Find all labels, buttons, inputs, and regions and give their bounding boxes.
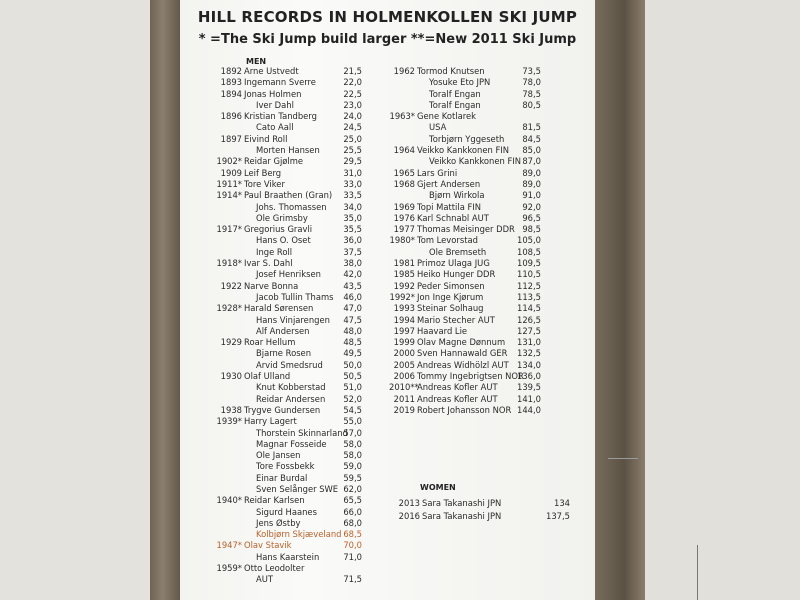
- record-row: [389, 292, 569, 303]
- record-name: Tormod Knutsen: [417, 66, 485, 76]
- record-name: Ole Jansen: [256, 450, 301, 461]
- record-name: AUT: [256, 574, 273, 585]
- record-name: Einar Burdal: [256, 472, 308, 483]
- record-distance: 29,5: [343, 156, 362, 167]
- record-distance: 84,5: [522, 133, 541, 144]
- record-name: Sven Hannawald GER: [417, 348, 508, 359]
- record-row: [216, 371, 396, 382]
- record-row: [216, 100, 396, 111]
- record-name: Gjert Andersen: [417, 178, 481, 189]
- record-name: Jens Østby: [256, 517, 301, 528]
- record-distance: 85,0: [522, 145, 541, 156]
- record-distance: 21,5: [343, 66, 362, 76]
- record-name: Ole Bremseth: [429, 246, 487, 257]
- record-distance: 137,5: [546, 511, 570, 521]
- record-distance: 33,0: [343, 178, 362, 189]
- record-name: Thorstein Skinnarland: [256, 427, 348, 438]
- record-year: 1929: [220, 337, 242, 348]
- men-list-right: [389, 66, 569, 416]
- record-name: Primoz Ulaga JUG: [417, 258, 490, 269]
- record-row: [216, 303, 396, 314]
- record-year: 1911*: [216, 178, 242, 189]
- record-year: 1918*: [216, 258, 242, 269]
- record-distance: 58,0: [343, 450, 362, 461]
- record-distance: 34,0: [343, 201, 362, 212]
- record-name: Harry Lagert: [244, 416, 297, 427]
- record-row: [389, 281, 569, 292]
- record-year: 2010**: [389, 382, 419, 393]
- record-year: 1997: [393, 325, 415, 336]
- record-year: 1914*: [216, 190, 242, 201]
- record-year: 2006: [393, 371, 415, 382]
- record-distance: 134: [554, 498, 570, 508]
- record-row: [389, 89, 569, 100]
- record-year: 1897: [220, 133, 242, 144]
- record-row: [216, 461, 396, 472]
- record-name: Steinar Solhaug: [417, 303, 484, 314]
- record-row: [216, 518, 396, 529]
- record-year: 1922: [220, 280, 242, 291]
- record-name: Magnar Fosseide: [256, 438, 327, 449]
- record-row: [389, 247, 569, 258]
- sign-subtitle: * =The Ski Jump build larger **=New 2011 Ski Jump: [198, 32, 577, 47]
- record-distance: 43,5: [343, 280, 362, 291]
- record-name: Olav Stavik: [244, 540, 292, 551]
- record-row: [216, 563, 396, 574]
- record-year: 1947*: [216, 540, 242, 551]
- record-row: [216, 122, 396, 133]
- record-row: [216, 190, 396, 201]
- record-distance: 89,0: [522, 178, 541, 189]
- record-row: [216, 315, 396, 326]
- record-distance: 65,5: [343, 495, 362, 506]
- record-name: Ivar S. Dahl: [244, 258, 293, 269]
- record-distance: 132,5: [517, 348, 541, 359]
- record-year: 1917*: [216, 224, 242, 235]
- sign-crack: [697, 545, 698, 600]
- record-name: Ingemann Sverre: [244, 77, 316, 88]
- record-name: Trygve Gundersen: [244, 404, 321, 415]
- record-row: [389, 258, 569, 269]
- record-row: [216, 258, 396, 269]
- record-name: Toralf Engan: [429, 99, 481, 110]
- record-year: 1992*: [389, 291, 415, 302]
- record-name: Olaf Ulland: [244, 371, 291, 382]
- record-row: [216, 235, 396, 246]
- record-name: Gregorius Gravli: [244, 224, 313, 235]
- record-year: 1965: [393, 167, 415, 178]
- stone-pillar-left: [150, 0, 182, 600]
- record-distance: 81,5: [522, 122, 541, 133]
- record-distance: 73,5: [522, 66, 541, 76]
- record-year: 1909: [220, 167, 242, 178]
- record-distance: 78,5: [522, 88, 541, 99]
- record-name: Sara Takanashi JPN: [422, 498, 502, 508]
- record-distance: 57,0: [343, 427, 362, 438]
- record-name: Narve Bonna: [244, 280, 299, 291]
- record-row: [216, 224, 396, 235]
- record-distance: 114,5: [517, 303, 541, 314]
- record-year: 2000: [393, 348, 415, 359]
- record-name: Inge Roll: [256, 246, 293, 257]
- record-distance: 71,0: [343, 551, 362, 562]
- record-distance: 136,0: [517, 371, 541, 382]
- record-row: [216, 77, 396, 88]
- record-name: USA: [429, 122, 447, 133]
- record-row: [389, 224, 569, 235]
- record-distance: 24,5: [343, 122, 362, 133]
- record-row: [389, 326, 569, 337]
- record-name: Josef Henriksen: [256, 269, 321, 280]
- men-heading: MEN: [246, 57, 267, 66]
- record-distance: 134,0: [517, 359, 541, 370]
- record-name: Gene Kotlarek: [417, 111, 476, 122]
- record-distance: 66,0: [343, 506, 362, 517]
- record-row: [216, 495, 396, 506]
- record-year: 1968: [393, 178, 415, 189]
- women-list: [394, 497, 584, 523]
- record-row: [216, 66, 396, 77]
- record-year: 1928*: [216, 303, 242, 314]
- record-row: [216, 326, 396, 337]
- record-row: [216, 292, 396, 303]
- record-row: [389, 348, 569, 359]
- record-row: [389, 213, 569, 224]
- record-distance: 127,5: [517, 325, 541, 336]
- stone-pillar-right: [593, 0, 645, 600]
- record-name: Yosuke Eto JPN: [429, 77, 491, 88]
- record-row: [389, 235, 569, 246]
- record-name: Andreas Kofler AUT: [417, 393, 498, 404]
- record-distance: 126,5: [517, 314, 541, 325]
- record-name: Veikko Kankkonen FIN: [429, 156, 522, 167]
- record-name: Tommy Ingebrigtsen NOR: [417, 371, 524, 382]
- record-row: [389, 405, 569, 416]
- record-name: Andreas Kofler AUT: [417, 382, 498, 393]
- record-year: 1893: [220, 77, 242, 88]
- record-name: Hans Kaarstein: [256, 551, 320, 562]
- record-year: 1964: [393, 145, 415, 156]
- record-year: 2016: [398, 511, 420, 521]
- record-name: Sven Selånger SWE: [256, 483, 339, 494]
- record-name: Toralf Engan: [429, 88, 481, 99]
- record-distance: 52,0: [343, 393, 362, 404]
- record-distance: 87,0: [522, 156, 541, 167]
- record-distance: 36,0: [343, 235, 362, 246]
- record-name: Mario Stecher AUT: [417, 314, 495, 325]
- record-row: [216, 428, 396, 439]
- record-name: Iver Dahl: [256, 99, 294, 110]
- record-row: [389, 122, 569, 133]
- record-year: 1993: [393, 303, 415, 314]
- record-year: 2011: [393, 393, 415, 404]
- record-name: Reidar Karlsen: [244, 495, 305, 506]
- record-distance: 92,0: [522, 201, 541, 212]
- record-name: Harald Sørensen: [244, 303, 314, 314]
- record-distance: 50,5: [343, 371, 362, 382]
- record-name: Hans O. Oset: [256, 235, 311, 246]
- record-name: Jonas Holmen: [244, 88, 302, 99]
- record-distance: 59,5: [343, 472, 362, 483]
- record-name: Kristian Tandberg: [244, 111, 317, 122]
- record-row: [216, 269, 396, 280]
- record-distance: 139,5: [517, 382, 541, 393]
- record-name: Olav Magne Dønnum: [417, 337, 506, 348]
- record-row: [389, 100, 569, 111]
- record-distance: 25,0: [343, 133, 362, 144]
- record-year: 2019: [393, 404, 415, 415]
- record-row: [216, 168, 396, 179]
- record-name: Arvid Smedsrud: [256, 359, 323, 370]
- record-row: [216, 507, 396, 518]
- record-name: Lars Grini: [417, 167, 458, 178]
- record-row: [389, 371, 569, 382]
- men-list-left: [216, 66, 396, 586]
- record-distance: 48,0: [343, 325, 362, 336]
- record-row: [216, 473, 396, 484]
- record-distance: 71,5: [343, 574, 362, 585]
- record-distance: 24,0: [343, 111, 362, 122]
- record-distance: 37,5: [343, 246, 362, 257]
- record-distance: 98,5: [522, 224, 541, 235]
- record-row: [216, 484, 396, 495]
- record-row: [216, 574, 396, 585]
- record-name: Bjarne Rosen: [256, 348, 312, 359]
- record-distance: 89,0: [522, 167, 541, 178]
- record-distance: 80,5: [522, 99, 541, 110]
- record-distance: 144,0: [517, 404, 541, 415]
- record-name: Tore Viker: [244, 178, 285, 189]
- record-row: [389, 269, 569, 280]
- record-name: Cato Aall: [256, 122, 294, 133]
- record-name: Knut Kobberstad: [256, 382, 326, 393]
- record-year: 1999: [393, 337, 415, 348]
- record-name: Thomas Meisinger DDR: [417, 224, 515, 235]
- record-row: [389, 202, 569, 213]
- record-row: [216, 439, 396, 450]
- record-row: [394, 510, 584, 523]
- record-distance: 47,0: [343, 303, 362, 314]
- record-year: 1938: [220, 404, 242, 415]
- record-row: [216, 156, 396, 167]
- record-name: Reidar Gjølme: [244, 156, 304, 167]
- record-row: [389, 337, 569, 348]
- record-year: 1963*: [389, 111, 415, 122]
- record-year: 1902*: [216, 156, 242, 167]
- record-row: [216, 529, 396, 540]
- record-distance: 62,0: [343, 483, 362, 494]
- record-row: [216, 450, 396, 461]
- record-distance: 113,5: [517, 291, 541, 302]
- record-year: 1962: [393, 66, 415, 76]
- record-name: Kolbjørn Skjæveland: [256, 529, 342, 540]
- record-year: 1940*: [216, 495, 242, 506]
- record-distance: 23,0: [343, 99, 362, 110]
- record-row: [216, 213, 396, 224]
- record-year: 1939*: [216, 416, 242, 427]
- record-year: 1985: [393, 269, 415, 280]
- record-name: Jon Inge Kjørum: [417, 291, 484, 302]
- background-right: [645, 0, 800, 600]
- record-row: [216, 202, 396, 213]
- record-year: 1930: [220, 371, 242, 382]
- record-row: [389, 156, 569, 167]
- record-row: [389, 315, 569, 326]
- record-row: [389, 111, 569, 122]
- record-distance: 38,0: [343, 258, 362, 269]
- record-distance: 70,0: [343, 540, 362, 551]
- record-distance: 48,5: [343, 337, 362, 348]
- record-distance: 110,5: [517, 269, 541, 280]
- record-name: Reidar Andersen: [256, 393, 326, 404]
- record-distance: 31,0: [343, 167, 362, 178]
- record-year: 1896: [220, 111, 242, 122]
- record-name: Bjørn Wirkola: [429, 190, 485, 201]
- record-distance: 91,0: [522, 190, 541, 201]
- record-distance: 59,0: [343, 461, 362, 472]
- record-year: 1892: [220, 66, 242, 76]
- record-name: Roar Hellum: [244, 337, 296, 348]
- record-name: Andreas Widhölzl AUT: [417, 359, 509, 370]
- record-distance: 58,0: [343, 438, 362, 449]
- record-distance: 109,5: [517, 258, 541, 269]
- record-year: 1894: [220, 88, 242, 99]
- record-year: 1959*: [216, 563, 242, 574]
- record-name: Tom Levorstad: [417, 235, 478, 246]
- record-distance: 22,5: [343, 88, 362, 99]
- record-row: [216, 416, 396, 427]
- background-left: [0, 0, 150, 600]
- record-name: Haavard Lie: [417, 325, 468, 336]
- record-row: [389, 360, 569, 371]
- record-row: [216, 382, 396, 393]
- record-row: [216, 337, 396, 348]
- record-row: [216, 348, 396, 359]
- record-row: [216, 394, 396, 405]
- record-distance: 78,0: [522, 77, 541, 88]
- record-row: [389, 168, 569, 179]
- record-distance: 112,5: [517, 280, 541, 291]
- record-name: Eivind Roll: [244, 133, 288, 144]
- record-name: Sara Takanashi JPN: [422, 511, 502, 521]
- record-row: [216, 540, 396, 551]
- record-row: [216, 247, 396, 258]
- record-row: [389, 303, 569, 314]
- record-distance: 42,0: [343, 269, 362, 280]
- record-name: Otto Leodolter: [244, 563, 305, 574]
- record-name: Tore Fossbekk: [256, 461, 315, 472]
- record-distance: 25,5: [343, 145, 362, 156]
- record-name: Hans Vinjarengen: [256, 314, 330, 325]
- divider: [608, 458, 638, 459]
- record-name: Heiko Hunger DDR: [417, 269, 496, 280]
- record-name: Ole Grimsby: [256, 212, 308, 223]
- record-year: 1992: [393, 280, 415, 291]
- record-name: Topi Mattila FIN: [417, 201, 482, 212]
- record-distance: 108,5: [517, 246, 541, 257]
- record-name: Alf Andersen: [256, 325, 310, 336]
- record-distance: 47,5: [343, 314, 362, 325]
- record-distance: 50,0: [343, 359, 362, 370]
- record-name: Jacob Tullin Thams: [256, 291, 334, 302]
- record-year: 1994: [393, 314, 415, 325]
- record-row: [216, 179, 396, 190]
- record-name: Veikko Kankkonen FIN: [417, 145, 510, 156]
- record-distance: 105,0: [517, 235, 541, 246]
- women-heading: WOMEN: [420, 483, 456, 492]
- record-distance: 49,5: [343, 348, 362, 359]
- record-year: 1969: [393, 201, 415, 212]
- record-distance: 96,5: [522, 212, 541, 223]
- record-row: [389, 190, 569, 201]
- record-row: [216, 360, 396, 371]
- record-row: [216, 145, 396, 156]
- record-year: 1981: [393, 258, 415, 269]
- record-year: 1977: [393, 224, 415, 235]
- record-row: [389, 134, 569, 145]
- record-distance: 141,0: [517, 393, 541, 404]
- record-row: [389, 66, 569, 77]
- record-year: 2013: [398, 498, 420, 508]
- record-row: [389, 77, 569, 88]
- record-row: [394, 497, 584, 510]
- record-name: Karl Schnabl AUT: [417, 212, 489, 223]
- record-distance: 33,5: [343, 190, 362, 201]
- record-row: [389, 179, 569, 190]
- record-distance: 51,0: [343, 382, 362, 393]
- record-distance: 68,0: [343, 517, 362, 528]
- record-row: [389, 382, 569, 393]
- record-row: [216, 111, 396, 122]
- record-row: [216, 281, 396, 292]
- record-name: Leif Berg: [244, 167, 282, 178]
- record-distance: 22,0: [343, 77, 362, 88]
- record-name: Sigurd Haanes: [256, 506, 317, 517]
- record-name: Morten Hansen: [256, 145, 320, 156]
- record-row: [216, 552, 396, 563]
- record-row: [389, 145, 569, 156]
- record-row: [389, 394, 569, 405]
- record-distance: 54,5: [343, 404, 362, 415]
- record-name: Robert Johansson NOR: [417, 404, 512, 415]
- record-year: 1980*: [389, 235, 415, 246]
- record-distance: 35,5: [343, 224, 362, 235]
- record-distance: 68,5: [343, 529, 362, 540]
- sign-title: HILL RECORDS IN HOLMENKOLLEN SKI JUMP: [197, 8, 578, 26]
- record-distance: 55,0: [343, 416, 362, 427]
- record-row: [216, 134, 396, 145]
- records-sign: [180, 0, 595, 600]
- record-name: Peder Simonsen: [417, 280, 485, 291]
- record-name: Arne Ustvedt: [244, 66, 299, 76]
- record-name: Torbjørn Yggeseth: [429, 133, 505, 144]
- record-year: 1976: [393, 212, 415, 223]
- record-row: [216, 405, 396, 416]
- record-year: 2005: [393, 359, 415, 370]
- record-distance: 46,0: [343, 291, 362, 302]
- record-distance: 131,0: [517, 337, 541, 348]
- record-name: Paul Braathen (Gran): [244, 190, 333, 201]
- record-distance: 35,0: [343, 212, 362, 223]
- record-row: [216, 89, 396, 100]
- record-name: Johs. Thomassen: [256, 201, 327, 212]
